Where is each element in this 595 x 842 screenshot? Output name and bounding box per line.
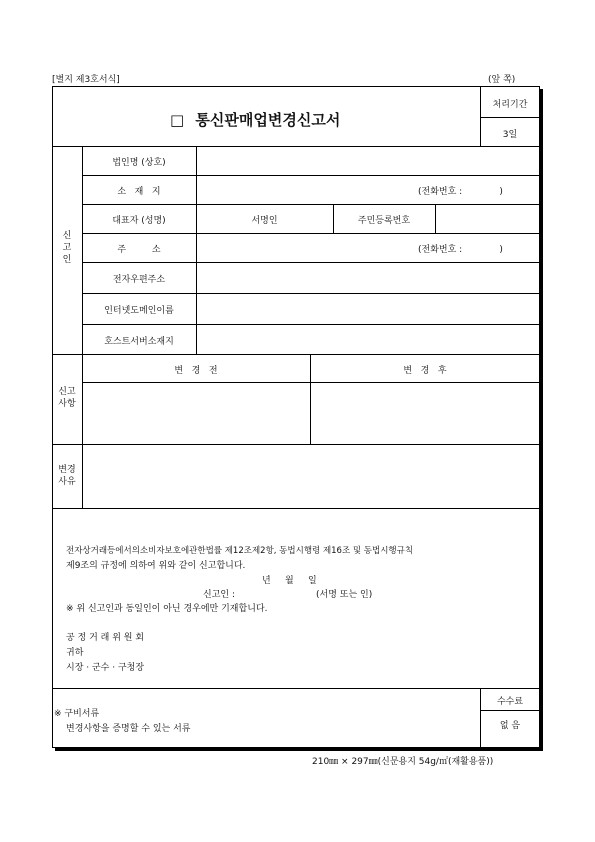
resident-number-label: 주민등록번호 [357,216,411,226]
address-label: 주 소 [117,245,161,255]
domain-label: 인터넷도메인이름 [104,306,174,316]
change-reason-section-label: 변경사유 [58,465,76,487]
declaration-line-2: 제9조의 규정에 의하여 위와 같이 신고합니다. [66,561,246,571]
address-phone-label: (전화번호 : ) [418,245,503,255]
recipient-honorific: 귀하 [66,648,84,658]
location-label: 소 재 지 [117,187,161,197]
change-items-section-label: 신고사항 [58,387,76,409]
checkbox-icon: □ [170,111,185,129]
declaration-date: 년 월 일 [262,576,317,586]
before-change-field[interactable] [83,383,309,443]
before-change-label: 변 경 전 [174,366,218,376]
signature-label: 서명인 [251,216,278,226]
required-documents-item: 변경사항을 증명할 수 있는 서류 [66,724,191,734]
after-change-field[interactable] [311,383,539,443]
company-name-label: 법인명 (상호) [112,158,166,168]
frame-shadow-right [540,89,543,751]
location-phone-label: (전화번호 : ) [418,187,503,197]
form-title [170,109,340,130]
representative-label: 대표자 (성명) [112,216,166,226]
company-name-field[interactable] [197,147,539,175]
change-reason-field[interactable] [83,445,539,507]
processing-period-label: 처리기간 [492,100,528,110]
resident-number-field[interactable] [436,205,539,233]
page-side-label: (앞 쪽) [488,75,516,85]
declaration-reporter: 신고인 : [203,590,235,600]
fee-label: 수수료 [496,697,524,707]
form-title-text: 통신판매업변경신고서 [195,111,341,129]
recipient-ftc: 공 정 거 래 위 원 회 [66,633,145,643]
reporter-section-label: 신고인 [62,231,72,265]
host-server-field[interactable] [197,325,539,354]
frame-shadow-bottom [55,748,543,751]
email-label: 전자우편주소 [112,275,166,285]
recipient-local-gov: 시장 · 군수 · 구청장 [66,663,145,673]
form-number: [별지 제3호서식] [52,75,120,85]
fee-value: 없 음 [499,721,521,731]
after-change-label: 변 경 후 [403,366,447,376]
email-field[interactable] [197,263,539,293]
declaration-line-1: 전자상거래등에서의소비자보호에관한법률 제12조제2항, 동법시행령 제16조 및 동법시행규칙 [66,546,414,556]
paper-spec: 210㎜ × 297㎜(신문용지 54g/㎡(재활용품)) [312,757,494,767]
declaration-signature-note: (서명 또는 인) [316,590,373,600]
required-documents-heading: ※ 구비서류 [54,709,100,719]
host-server-label: 호스트서버소재지 [104,337,174,347]
processing-period-value: 3일 [502,130,518,140]
declaration-note: ※ 위 신고인과 동일인이 아닌 경우에만 기재합니다. [66,604,268,614]
domain-field[interactable] [197,294,539,324]
